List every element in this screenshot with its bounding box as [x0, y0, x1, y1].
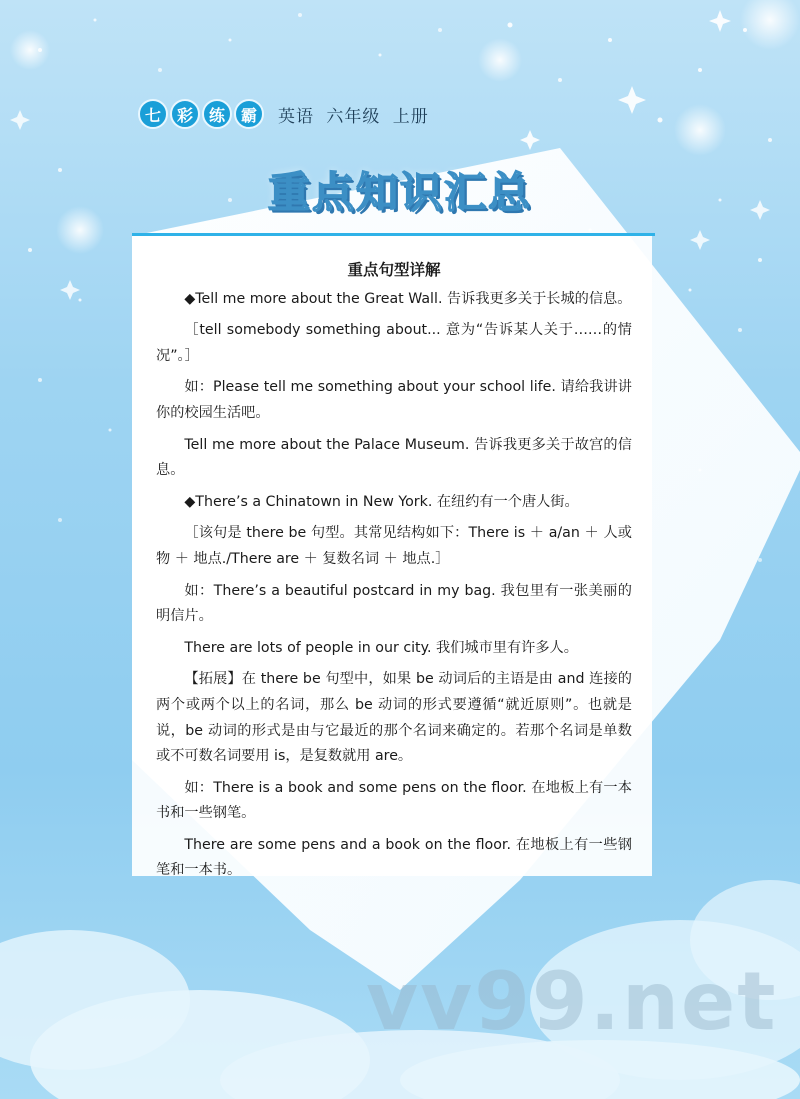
- content-body: [156, 258, 632, 890]
- brand-char: 七: [138, 99, 168, 129]
- brand-char: 霸: [234, 99, 264, 129]
- paragraph: 如：There’s a beautiful postcard in my bag. 我包里有一张美丽的明信片。: [156, 582, 632, 625]
- paragraph: ［tell somebody something about... 意为“告诉某人关于……的情况”。］: [156, 322, 632, 364]
- book-header: [138, 98, 429, 130]
- paragraph: ◆Tell me more about the Great Wall. 告诉我更多关于长城的信息。: [184, 290, 632, 307]
- title-divider: [132, 233, 655, 236]
- page-title: 重点知识汇总: [267, 168, 532, 217]
- paragraph: 【拓展】在 there be 句型中，如果 be 动词后的主语是由 and 连接的两个或两个以上的名词，那么 be 动词的形式要遵循“就近原则”。也就是说，be 动词的形式是由与它最近的那个名词来确定的。若那个名词是单数或不可数名词要用 is，是复数就用 are。: [156, 671, 632, 765]
- paragraph: ［该句是 there be 句型。其常见结构如下：There is ＋ a/an ＋ 人或物 ＋ 地点./There are ＋ 复数名词 ＋ 地点.］: [156, 525, 632, 567]
- paragraph: There are lots of people in our city. 我们城市里有许多人。: [184, 639, 578, 656]
- brand-char: 彩: [170, 99, 200, 129]
- paragraph: Tell me more about the Palace Museum. 告诉我更多关于故宫的信息。: [156, 436, 632, 479]
- section-title: 重点句型详解: [347, 261, 441, 279]
- paragraph: ◆There’s a Chinatown in New York. 在纽约有一个唐人街。: [184, 493, 579, 510]
- paragraph: 如：There is a book and some pens on the floor. 在地板上有一本书和一些钢笔。: [156, 779, 632, 822]
- brand-char: 练: [202, 99, 232, 129]
- book-subtitle: 英语 六年级 上册: [278, 106, 429, 127]
- watermark: vv99.net: [366, 955, 778, 1048]
- paragraph: 如：Please tell me something about your school life. 请给我讲讲你的校园生活吧。: [156, 379, 632, 421]
- paragraph: There are some pens and a book on the floor. 在地板上有一些钢笔和一本书。: [156, 836, 632, 879]
